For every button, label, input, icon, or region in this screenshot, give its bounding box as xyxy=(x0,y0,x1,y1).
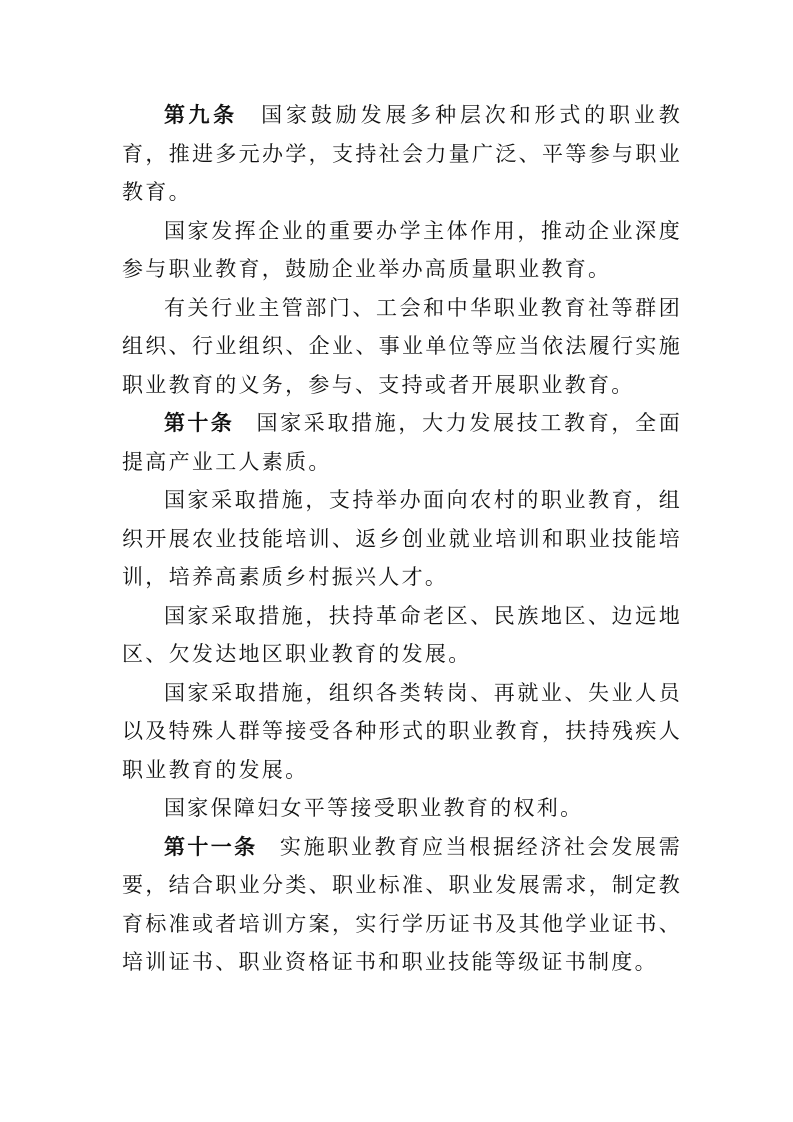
body-paragraph xyxy=(122,789,682,828)
body-paragraph xyxy=(122,481,682,597)
article-10-paragraph xyxy=(122,404,682,481)
body-paragraph xyxy=(122,289,682,405)
article-9-paragraph xyxy=(122,96,682,212)
paragraph-text: 实施职业教育应当根据经济社会发展需要，结合职业分类、职业标准、职业发展需求，制定教育标准或者培训方案，实行学历证书及其他学业证书、培训证书、职业资格证书和职业技能等级证书制度。 xyxy=(122,834,683,974)
article-heading: 第九条 xyxy=(164,103,238,127)
body-paragraph xyxy=(122,597,682,674)
body-paragraph xyxy=(122,674,682,790)
body-paragraph xyxy=(122,212,682,289)
paragraph-text: 国家采取措施，组织各类转岗、再就业、失业人员以及特殊人群等接受各种形式的职业教育，扶持残疾人职业教育的发展。 xyxy=(122,680,682,782)
paragraph-text: 国家采取措施，大力发展技工教育，全面提高产业工人素质。 xyxy=(122,411,683,474)
article-heading: 第十一条 xyxy=(164,834,258,859)
paragraph-text: 国家保障妇女平等接受职业教育的权利。 xyxy=(164,796,584,820)
article-heading: 第十条 xyxy=(164,411,235,435)
paragraph-text: 有关行业主管部门、工会和中华职业教育社等群团组织、行业组织、企业、事业单位等应当依法履行实施职业教育的义务，参与、支持或者开展职业教育。 xyxy=(122,295,682,397)
document-body xyxy=(122,96,682,982)
paragraph-text: 国家鼓励发展多种层次和形式的职业教育，推进多元办学，支持社会力量广泛、平等参与职业教育。 xyxy=(122,103,682,204)
paragraph-text: 国家采取措施，支持举办面向农村的职业教育，组织开展农业技能培训、返乡创业就业培训和职业技能培训，培养高素质乡村振兴人才。 xyxy=(122,488,682,589)
paragraph-text: 国家采取措施，扶持革命老区、民族地区、边远地区、欠发达地区职业教育的发展。 xyxy=(122,603,682,666)
paragraph-text: 国家发挥企业的重要办学主体作用，推动企业深度参与职业教育，鼓励企业举办高质量职业教育。 xyxy=(122,218,682,281)
article-11-paragraph xyxy=(122,828,682,982)
